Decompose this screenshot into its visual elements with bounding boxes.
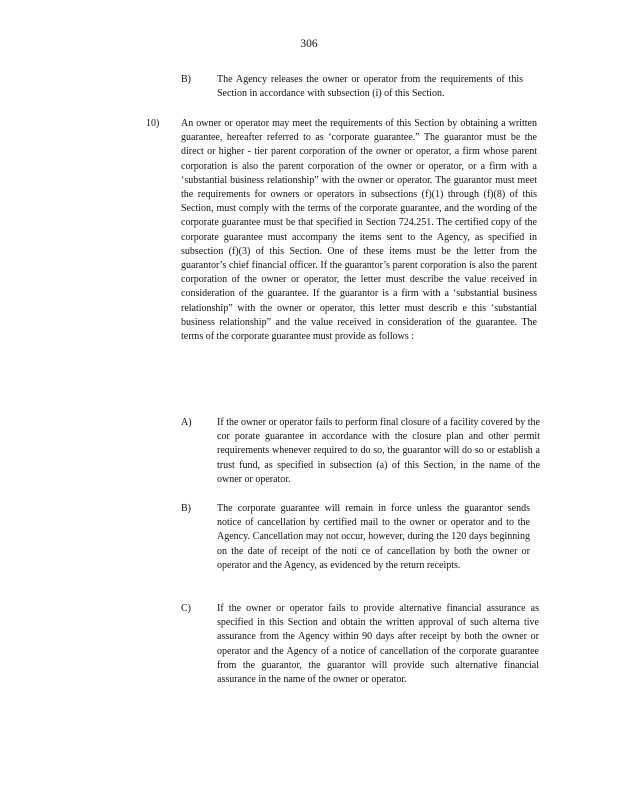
item-label: B) — [181, 74, 191, 85]
item-label: A) — [181, 417, 192, 428]
item-label: C) — [181, 603, 191, 614]
item-text: An owner or operator may meet the requirements of this Section by obtaining a written guarantee, hereafter referred to as ‘corporate guarantee.” The guarantor must be the direct or higher - tier parent corporation of the owner or operator, a firm whose parent corporation is also the parent corporation of the owner or operator, or a firm with a ‘substantial business relationship” with the owner or operator. The guarantor must meet the requirements for owners or operators in subsections (f)(1) through (f)(8) of this Section, must comply with the terms of the corporate guarantee, and the wording of the corporate guarantee must be that specified in Section 724.251. The certified copy of the corporate guarantee must accompany the items sent to the Agency, as specified in subsection (f)(3) of this Section. One of these items must be the letter from the guarantor’s chief financial officer. If the guarantor’s parent corporation is also the parent corporation of the owner or operator, the letter must describe the value received in consideration of the guarantee. If the guarantor is a firm with a ‘substantial business relationship” with the owner or operator, this letter must describ e this ‘substantial business relationship” and the value received in consideration of the guarantee. The terms of the corporate guarantee must provide as follows : — [181, 118, 537, 343]
page-number: 306 — [300, 38, 318, 50]
item-text: If the owner or operator fails to provide alternative financial assurance as specified in this Section and obtain the written approval of such alterna tive assurance from the Agency within 90 days after receipt by both the owner or operator and the Agency of a notice of cancellation of the corporate guarantee from the guarantor, the guarantor will provide such alternative financial assurance in the name of the owner or operator. — [217, 603, 539, 686]
item-label: B) — [181, 503, 191, 514]
item-text: If the owner or operator fails to perform final closure of a facility covered by the cor porate guarantee in accordance with the closure plan and other permit requirements whenever required to do so, the guarantor will do so or establish a trust fund, as specified in subsection (a) of this Section, in the name of the owner or operator. — [217, 417, 540, 485]
item-text: The corporate guarantee will remain in force unless the guarantor sends notice of cancellation by certified mail to the owner or operator and to the Agency. Cancellation may not occur, however, during the 120 days beginning on the date of receipt of the noti ce of cancellation by both the owner or operator and the Agency, as evidenced by the return receipts. — [217, 503, 530, 571]
item-text: The Agency releases the owner or operator from the requirements of this Section in accordance with subsection (i) of this Section. — [217, 74, 523, 100]
item-label: 10) — [146, 118, 160, 129]
